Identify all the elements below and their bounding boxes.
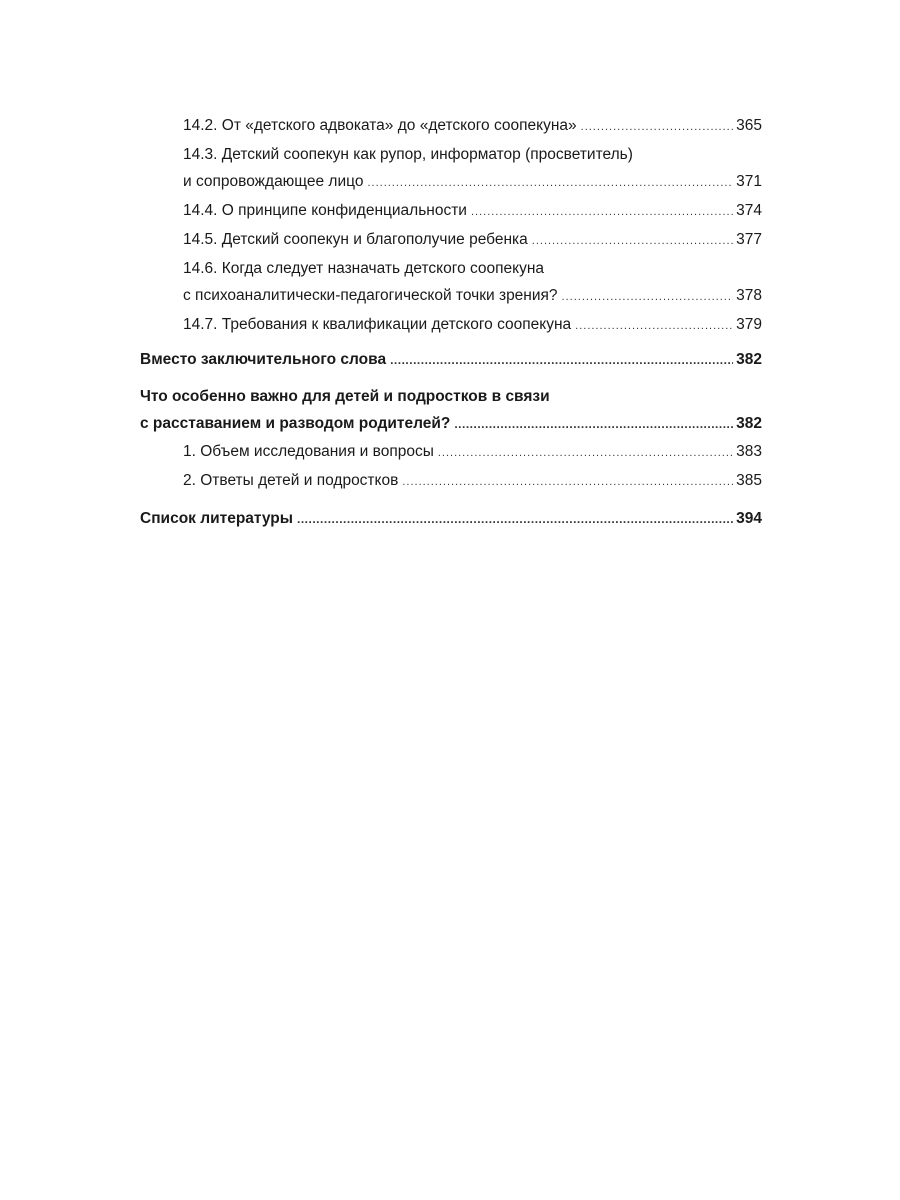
toc-entry [140, 438, 762, 467]
dot-leader [581, 114, 733, 141]
toc-page-number: 377 [736, 231, 762, 248]
dot-leader [402, 469, 733, 496]
toc-chapter-entry [140, 346, 762, 374]
dot-leader [471, 199, 733, 226]
toc-entry-title-continued: с психоаналитически-педагогической точки зрения? [183, 287, 558, 304]
toc-entry [140, 112, 762, 141]
dot-leader [438, 440, 733, 467]
toc-entry-title: 1. Объем исследования и вопросы [183, 443, 434, 460]
toc-entry-title: 14.7. Требования к квалификации детского соопекуна [183, 316, 572, 333]
toc-entry-title: 14.2. От «детского адвоката» до «детского соопекуна» [183, 117, 577, 134]
dot-leader [562, 284, 734, 311]
toc-chapter-title: Что особенно важно для детей и подростков в связи [140, 388, 550, 405]
dot-leader [575, 313, 733, 340]
dot-leader [367, 170, 733, 197]
toc-entry-title: 14.3. Детский соопекун как рупор, информатор (просветитель) [183, 146, 633, 163]
toc-page-number: 382 [736, 415, 762, 432]
toc-entry [140, 255, 762, 311]
dot-leader [532, 228, 733, 255]
toc-chapter-title: Список литературы [140, 510, 294, 527]
toc-page-number: 371 [736, 173, 762, 190]
toc-entry-title: 14.5. Детский соопекун и благополучие ребенка [183, 231, 528, 248]
toc-entry [140, 311, 762, 340]
toc-page-number: 378 [736, 287, 762, 304]
toc-chapter-entry [140, 505, 762, 533]
toc-entry-title: 14.4. О принципе конфиденциальности [183, 202, 467, 219]
dot-leader [297, 506, 733, 533]
toc-entry-title-continued: и сопровождающее лицо [183, 173, 364, 190]
toc-page-number: 365 [736, 117, 762, 134]
toc-chapter-title: Вместо заключительного слова [140, 351, 387, 368]
dot-leader [390, 347, 733, 374]
toc-entry [140, 467, 762, 496]
toc-page-number: 379 [736, 316, 762, 333]
table-of-contents [140, 112, 762, 533]
toc-entry [140, 141, 762, 197]
toc-entry [140, 226, 762, 255]
toc-page-number: 385 [736, 472, 762, 489]
dot-leader [454, 411, 733, 438]
toc-chapter-title-continued: с расставанием и разводом родителей? [140, 415, 451, 432]
toc-page-number: 394 [736, 510, 762, 527]
toc-page-number: 382 [736, 351, 762, 368]
toc-chapter-entry [140, 383, 762, 438]
toc-entry [140, 197, 762, 226]
toc-entry-title: 14.6. Когда следует назначать детского соопекуна [183, 260, 545, 277]
toc-page-number: 383 [736, 443, 762, 460]
toc-page-number: 374 [736, 202, 762, 219]
toc-entry-title: 2. Ответы детей и подростков [183, 472, 399, 489]
